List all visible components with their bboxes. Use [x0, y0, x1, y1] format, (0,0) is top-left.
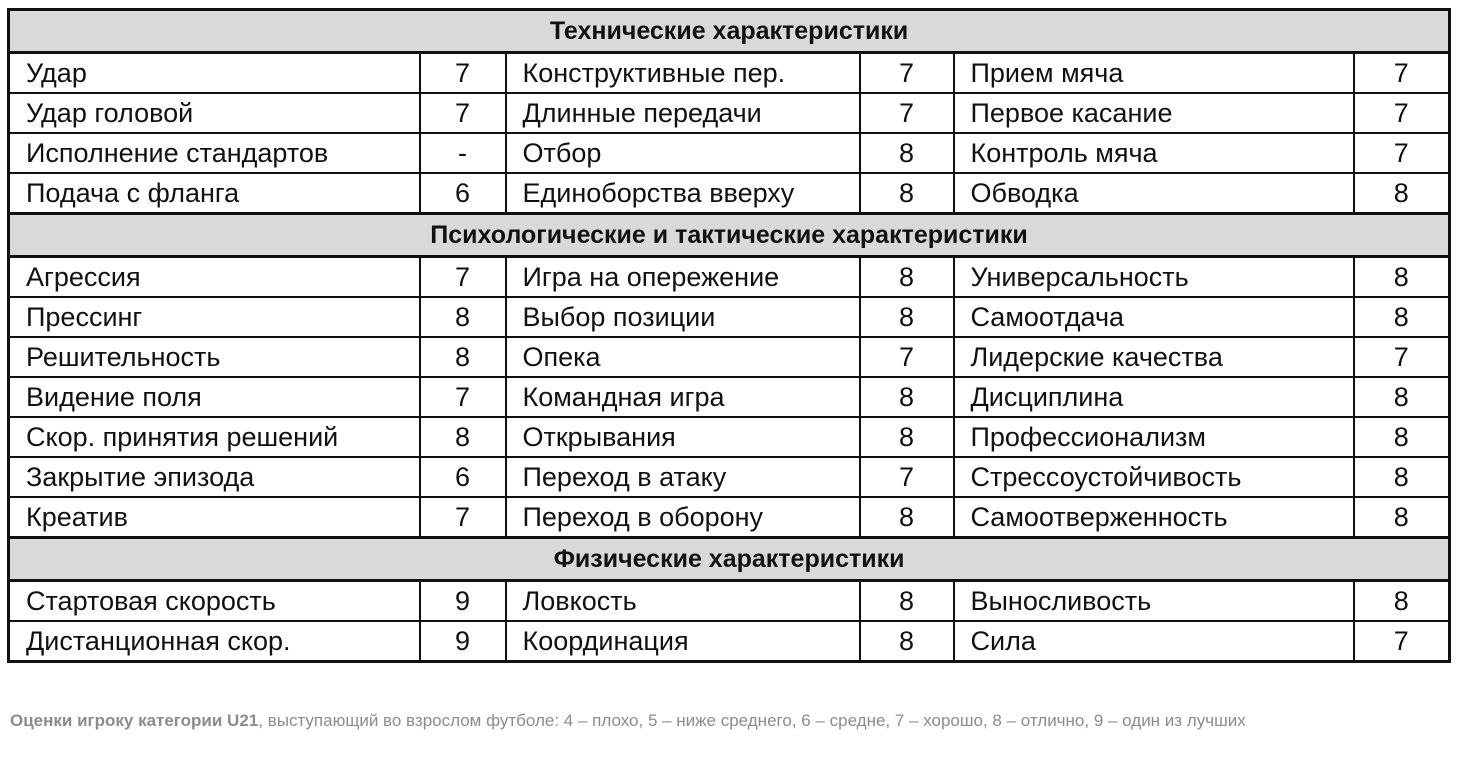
attribute-label: Прессинг [9, 297, 420, 337]
attribute-label: Самоотверженность [954, 497, 1354, 538]
attribute-value: 8 [860, 297, 954, 337]
attribute-label: Профессионализм [954, 417, 1354, 457]
attribute-value: 7 [420, 497, 506, 538]
attribute-value: 8 [1354, 497, 1450, 538]
attribute-value: 8 [860, 173, 954, 214]
attribute-value: 9 [420, 581, 506, 622]
table-row [9, 93, 1450, 133]
attribute-label: Стартовая скорость [9, 581, 420, 622]
attribute-label: Контроль мяча [954, 133, 1354, 173]
attribute-label: Стрессоустойчивость [954, 457, 1354, 497]
table-row [9, 457, 1450, 497]
attribute-value: 7 [1354, 53, 1450, 94]
attribute-label: Командная игра [506, 377, 860, 417]
attribute-value: 8 [1354, 581, 1450, 622]
attribute-label: Решительность [9, 337, 420, 377]
caption-bold: Оценки игроку категории U21 [10, 711, 259, 730]
attribute-label: Длинные передачи [506, 93, 860, 133]
table-row [9, 173, 1450, 214]
attribute-label: Скор. принятия решений [9, 417, 420, 457]
attribute-label: Самоотдача [954, 297, 1354, 337]
attribute-label: Единоборства вверху [506, 173, 860, 214]
attribute-value: 6 [420, 173, 506, 214]
table-row [9, 581, 1450, 622]
table-row [9, 297, 1450, 337]
attribute-value: 7 [860, 337, 954, 377]
attribute-label: Ловкость [506, 581, 860, 622]
attribute-label: Дистанционная скор. [9, 621, 420, 662]
attribute-label: Универсальность [954, 257, 1354, 298]
attribute-label: Агрессия [9, 257, 420, 298]
table-row [9, 377, 1450, 417]
attribute-label: Открывания [506, 417, 860, 457]
attribute-label: Видение поля [9, 377, 420, 417]
attribute-label: Игра на опережение [506, 257, 860, 298]
attribute-value: 8 [420, 337, 506, 377]
attribute-value: 7 [420, 377, 506, 417]
attribute-label: Обводка [954, 173, 1354, 214]
attribute-value: 8 [860, 257, 954, 298]
table-row [9, 337, 1450, 377]
attribute-label: Выбор позиции [506, 297, 860, 337]
attribute-label: Отбор [506, 133, 860, 173]
table-row [9, 417, 1450, 457]
table-caption [10, 706, 1430, 735]
attribute-value: 8 [1354, 173, 1450, 214]
attribute-label: Закрытие эпизода [9, 457, 420, 497]
section-header-row [9, 214, 1450, 257]
attribute-value: 8 [1354, 257, 1450, 298]
attribute-value: 8 [1354, 377, 1450, 417]
attribute-value: 7 [860, 93, 954, 133]
attribute-label: Опека [506, 337, 860, 377]
caption-text: , выступающий во взрослом футболе: 4 – плохо, 5 – ниже среднего, 6 – средне, 7 – хорошо, 8 – отлично, 9 – один из лучших [258, 711, 1246, 730]
attribute-label: Прием мяча [954, 53, 1354, 94]
table-row [9, 53, 1450, 94]
attribute-label: Лидерские качества [954, 337, 1354, 377]
attribute-value: 7 [860, 53, 954, 94]
attribute-value: 8 [860, 417, 954, 457]
attribute-value: 7 [1354, 337, 1450, 377]
attribute-label: Переход в оборону [506, 497, 860, 538]
attribute-value: 8 [860, 581, 954, 622]
attribute-value: 7 [860, 457, 954, 497]
table-row [9, 257, 1450, 298]
table-row [9, 133, 1450, 173]
attribute-value: 8 [420, 297, 506, 337]
attribute-value: 7 [420, 93, 506, 133]
attribute-label: Переход в атаку [506, 457, 860, 497]
table-row [9, 497, 1450, 538]
attribute-label: Конструктивные пер. [506, 53, 860, 94]
attribute-value: 6 [420, 457, 506, 497]
section-header-row [9, 10, 1450, 53]
attribute-value: 8 [860, 621, 954, 662]
attribute-value: 8 [860, 133, 954, 173]
attribute-label: Удар [9, 53, 420, 94]
attribute-value: 7 [420, 257, 506, 298]
attribute-value: 8 [1354, 297, 1450, 337]
attribute-label: Креатив [9, 497, 420, 538]
attribute-label: Первое касание [954, 93, 1354, 133]
attribute-label: Удар головой [9, 93, 420, 133]
ratings-table [7, 8, 1451, 663]
attribute-label: Подача с фланга [9, 173, 420, 214]
attribute-label: Исполнение стандартов [9, 133, 420, 173]
section-title: Технические характеристики [9, 10, 1450, 53]
attribute-label: Сила [954, 621, 1354, 662]
attribute-label: Выносливость [954, 581, 1354, 622]
attribute-value: 7 [1354, 621, 1450, 662]
attribute-value: 8 [1354, 417, 1450, 457]
attribute-value: 8 [420, 417, 506, 457]
table-body [9, 10, 1450, 662]
section-title: Физические характеристики [9, 538, 1450, 581]
attribute-value: 7 [1354, 93, 1450, 133]
attribute-value: 9 [420, 621, 506, 662]
attribute-value: - [420, 133, 506, 173]
table-row [9, 621, 1450, 662]
attribute-value: 8 [1354, 457, 1450, 497]
section-header-row [9, 538, 1450, 581]
attribute-value: 7 [420, 53, 506, 94]
attribute-value: 7 [1354, 133, 1450, 173]
attribute-value: 8 [860, 497, 954, 538]
section-title: Психологические и тактические характеристики [9, 214, 1450, 257]
attribute-label: Дисциплина [954, 377, 1354, 417]
attribute-label: Координация [506, 621, 860, 662]
attribute-value: 8 [860, 377, 954, 417]
